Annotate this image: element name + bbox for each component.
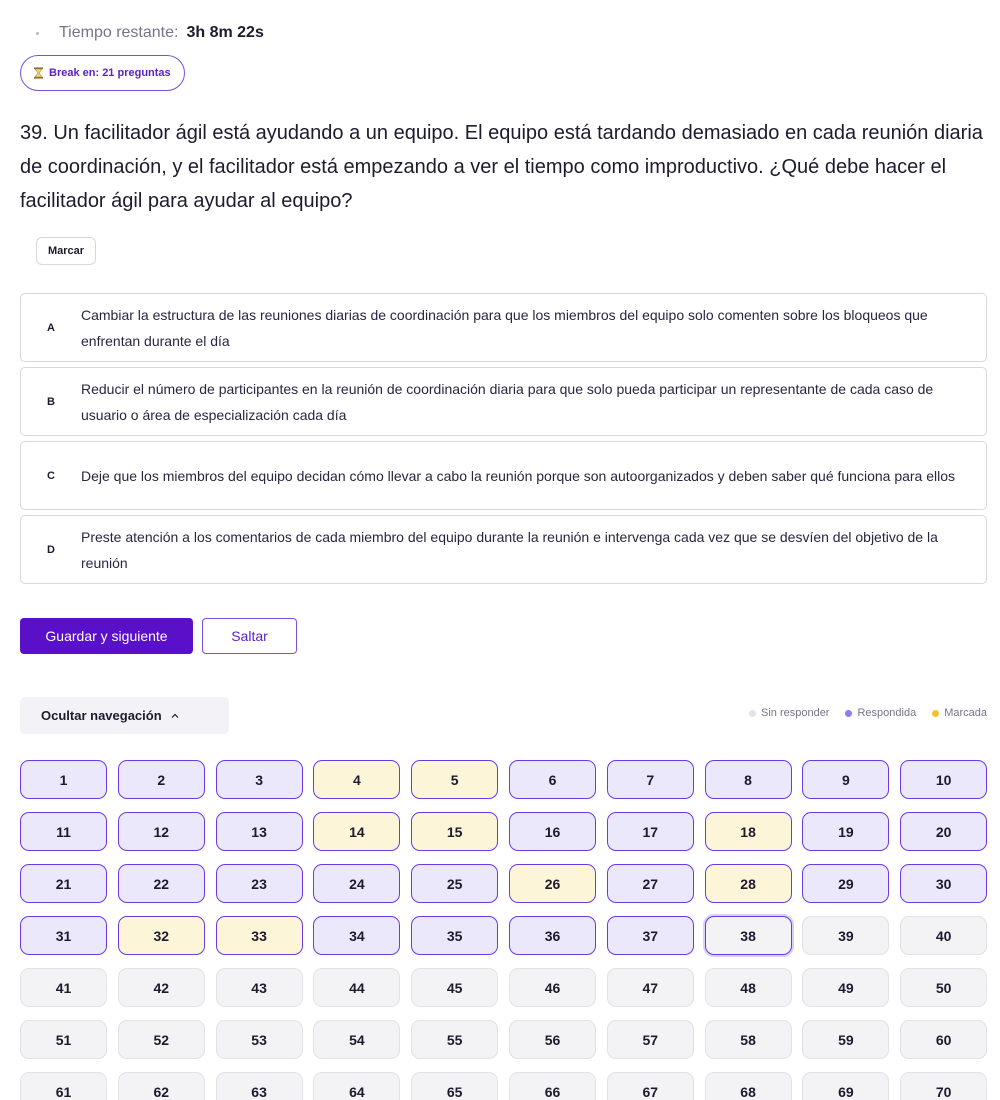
question-nav-button[interactable]: 4 xyxy=(313,760,400,799)
question-nav-button[interactable]: 68 xyxy=(705,1072,792,1100)
question-nav-button[interactable]: 50 xyxy=(900,968,987,1007)
legend-label: Marcada xyxy=(944,707,987,719)
legend-answered xyxy=(845,707,916,719)
legend-label: Respondida xyxy=(857,707,917,719)
question-nav-button[interactable]: 52 xyxy=(118,1020,205,1059)
question-nav-button[interactable]: 6 xyxy=(509,760,596,799)
option-letter: B xyxy=(47,395,55,408)
question-nav-button[interactable]: 43 xyxy=(216,968,303,1007)
timer xyxy=(36,22,264,44)
question-nav-button[interactable]: 62 xyxy=(118,1072,205,1100)
option-b[interactable] xyxy=(20,367,987,436)
option-letter: D xyxy=(47,543,55,556)
question-nav-button[interactable]: 46 xyxy=(509,968,596,1007)
hide-navigation-label: Ocultar navegación xyxy=(41,708,162,723)
question-nav-button[interactable]: 12 xyxy=(118,812,205,851)
question-nav-button[interactable]: 32 xyxy=(118,916,205,955)
hourglass-icon xyxy=(33,67,44,79)
question-nav-button[interactable]: 13 xyxy=(216,812,303,851)
question-nav-button[interactable]: 39 xyxy=(802,916,889,955)
question-nav-button[interactable]: 37 xyxy=(607,916,694,955)
question-nav-button[interactable]: 2 xyxy=(118,760,205,799)
option-text: Cambiar la estructura de las reuniones diarias de coordinación para que los miembros del equipo solo comenten sobre los bloqueos que enfrentan durante el día xyxy=(81,306,928,349)
question-nav-button[interactable]: 30 xyxy=(900,864,987,903)
question-nav-button[interactable]: 53 xyxy=(216,1020,303,1059)
question-nav-button[interactable]: 70 xyxy=(900,1072,987,1100)
question-nav-button[interactable]: 41 xyxy=(20,968,107,1007)
question-nav-button[interactable]: 44 xyxy=(313,968,400,1007)
question-nav-button[interactable]: 15 xyxy=(411,812,498,851)
question-nav-button[interactable]: 29 xyxy=(802,864,889,903)
question-nav-button[interactable]: 40 xyxy=(900,916,987,955)
question-nav-button[interactable]: 9 xyxy=(802,760,889,799)
break-label: Break en: 21 preguntas xyxy=(49,67,171,79)
question-nav-button[interactable]: 17 xyxy=(607,812,694,851)
question-nav-button[interactable]: 45 xyxy=(411,968,498,1007)
option-d[interactable] xyxy=(20,515,987,584)
question-nav-button[interactable]: 27 xyxy=(607,864,694,903)
question-nav-button[interactable]: 26 xyxy=(509,864,596,903)
option-text: Reducir el número de participantes en la reunión de coordinación diaria para que solo pueda participar un representante de cada caso de usuario o área de especialización cada día xyxy=(81,380,934,423)
question-nav-button[interactable]: 28 xyxy=(705,864,792,903)
question-nav-button[interactable]: 8 xyxy=(705,760,792,799)
question-nav-button[interactable]: 51 xyxy=(20,1020,107,1059)
question-nav-button[interactable]: 64 xyxy=(313,1072,400,1100)
option-text: Deje que los miembros del equipo decidan cómo llevar a cabo la reunión porque son autoorganizados y deben saber qué funciona para ellos xyxy=(81,467,956,484)
hide-navigation-button[interactable] xyxy=(20,697,229,734)
question-nav-button[interactable]: 66 xyxy=(509,1072,596,1100)
question-nav-button[interactable]: 33 xyxy=(216,916,303,955)
question-nav-button[interactable]: 10 xyxy=(900,760,987,799)
option-c[interactable] xyxy=(20,441,987,510)
question-nav-button[interactable]: 57 xyxy=(607,1020,694,1059)
question-nav-button[interactable]: 1 xyxy=(20,760,107,799)
question-nav-button[interactable]: 24 xyxy=(313,864,400,903)
option-text: Preste atención a los comentarios de cada miembro del equipo durante la reunión e intervenga cada vez que se desvíen del objetivo de la reunión xyxy=(81,528,938,571)
question-nav-button[interactable]: 65 xyxy=(411,1072,498,1100)
option-a[interactable] xyxy=(20,293,987,362)
legend-dot-icon xyxy=(845,710,852,717)
question-nav-button[interactable]: 47 xyxy=(607,968,694,1007)
option-letter: A xyxy=(47,321,55,334)
question-nav-button[interactable]: 55 xyxy=(411,1020,498,1059)
option-letter: C xyxy=(47,469,55,482)
question-text: 39. Un facilitador ágil está ayudando a un equipo. El equipo está tardando demasiado en cada reunión diaria de coordinación, y el facilitador está empezando a ver el tiempo como improductivo. ¿Qué debe hacer el facilitador ágil para ayudar al equipo? xyxy=(20,122,983,212)
question-nav-button[interactable]: 42 xyxy=(118,968,205,1007)
question-nav-button[interactable]: 14 xyxy=(313,812,400,851)
question-nav-button[interactable]: 56 xyxy=(509,1020,596,1059)
chevron-up-icon xyxy=(171,712,179,720)
question-nav-button[interactable]: 54 xyxy=(313,1020,400,1059)
timer-value: 3h 8m 22s xyxy=(186,24,264,41)
legend-dot-icon xyxy=(932,710,939,717)
timer-dot-icon xyxy=(36,32,39,35)
question-nav-button[interactable]: 19 xyxy=(802,812,889,851)
question-nav-button[interactable]: 34 xyxy=(313,916,400,955)
question-nav-button[interactable]: 59 xyxy=(802,1020,889,1059)
skip-button[interactable]: Saltar xyxy=(202,618,297,654)
question-nav-button[interactable]: 3 xyxy=(216,760,303,799)
question-nav-button[interactable]: 31 xyxy=(20,916,107,955)
question-nav-button[interactable]: 5 xyxy=(411,760,498,799)
question-nav-button[interactable]: 18 xyxy=(705,812,792,851)
legend-dot-icon xyxy=(749,710,756,717)
question-nav-button[interactable]: 21 xyxy=(20,864,107,903)
legend-unanswered xyxy=(749,707,830,719)
question-nav-button[interactable]: 20 xyxy=(900,812,987,851)
question-nav-button[interactable]: 61 xyxy=(20,1072,107,1100)
question-nav-button[interactable]: 60 xyxy=(900,1020,987,1059)
question-nav-button[interactable]: 67 xyxy=(607,1072,694,1100)
mark-button[interactable]: Marcar xyxy=(36,237,96,265)
question-nav-button[interactable]: 48 xyxy=(705,968,792,1007)
question-nav-button[interactable]: 16 xyxy=(509,812,596,851)
question-nav-button[interactable]: 7 xyxy=(607,760,694,799)
question-nav-button[interactable]: 38 xyxy=(705,916,792,955)
status-legend xyxy=(733,707,987,719)
question-nav-button[interactable]: 63 xyxy=(216,1072,303,1100)
question-nav-button[interactable]: 49 xyxy=(802,968,889,1007)
question-nav-button[interactable]: 25 xyxy=(411,864,498,903)
question-nav-button[interactable]: 36 xyxy=(509,916,596,955)
question-nav-button[interactable]: 58 xyxy=(705,1020,792,1059)
question-nav-button[interactable]: 69 xyxy=(802,1072,889,1100)
save-next-button[interactable]: Guardar y siguiente xyxy=(20,618,193,654)
legend-marked xyxy=(932,707,987,719)
options-list xyxy=(20,293,987,589)
break-badge xyxy=(20,55,185,91)
question-nav-button[interactable]: 23 xyxy=(216,864,303,903)
question-nav-button[interactable]: 11 xyxy=(20,812,107,851)
question-navigation-grid xyxy=(20,760,987,1100)
timer-label: Tiempo restante: xyxy=(59,24,179,41)
question-nav-button[interactable]: 22 xyxy=(118,864,205,903)
legend-label: Sin responder xyxy=(760,707,830,719)
question-nav-button[interactable]: 35 xyxy=(411,916,498,955)
